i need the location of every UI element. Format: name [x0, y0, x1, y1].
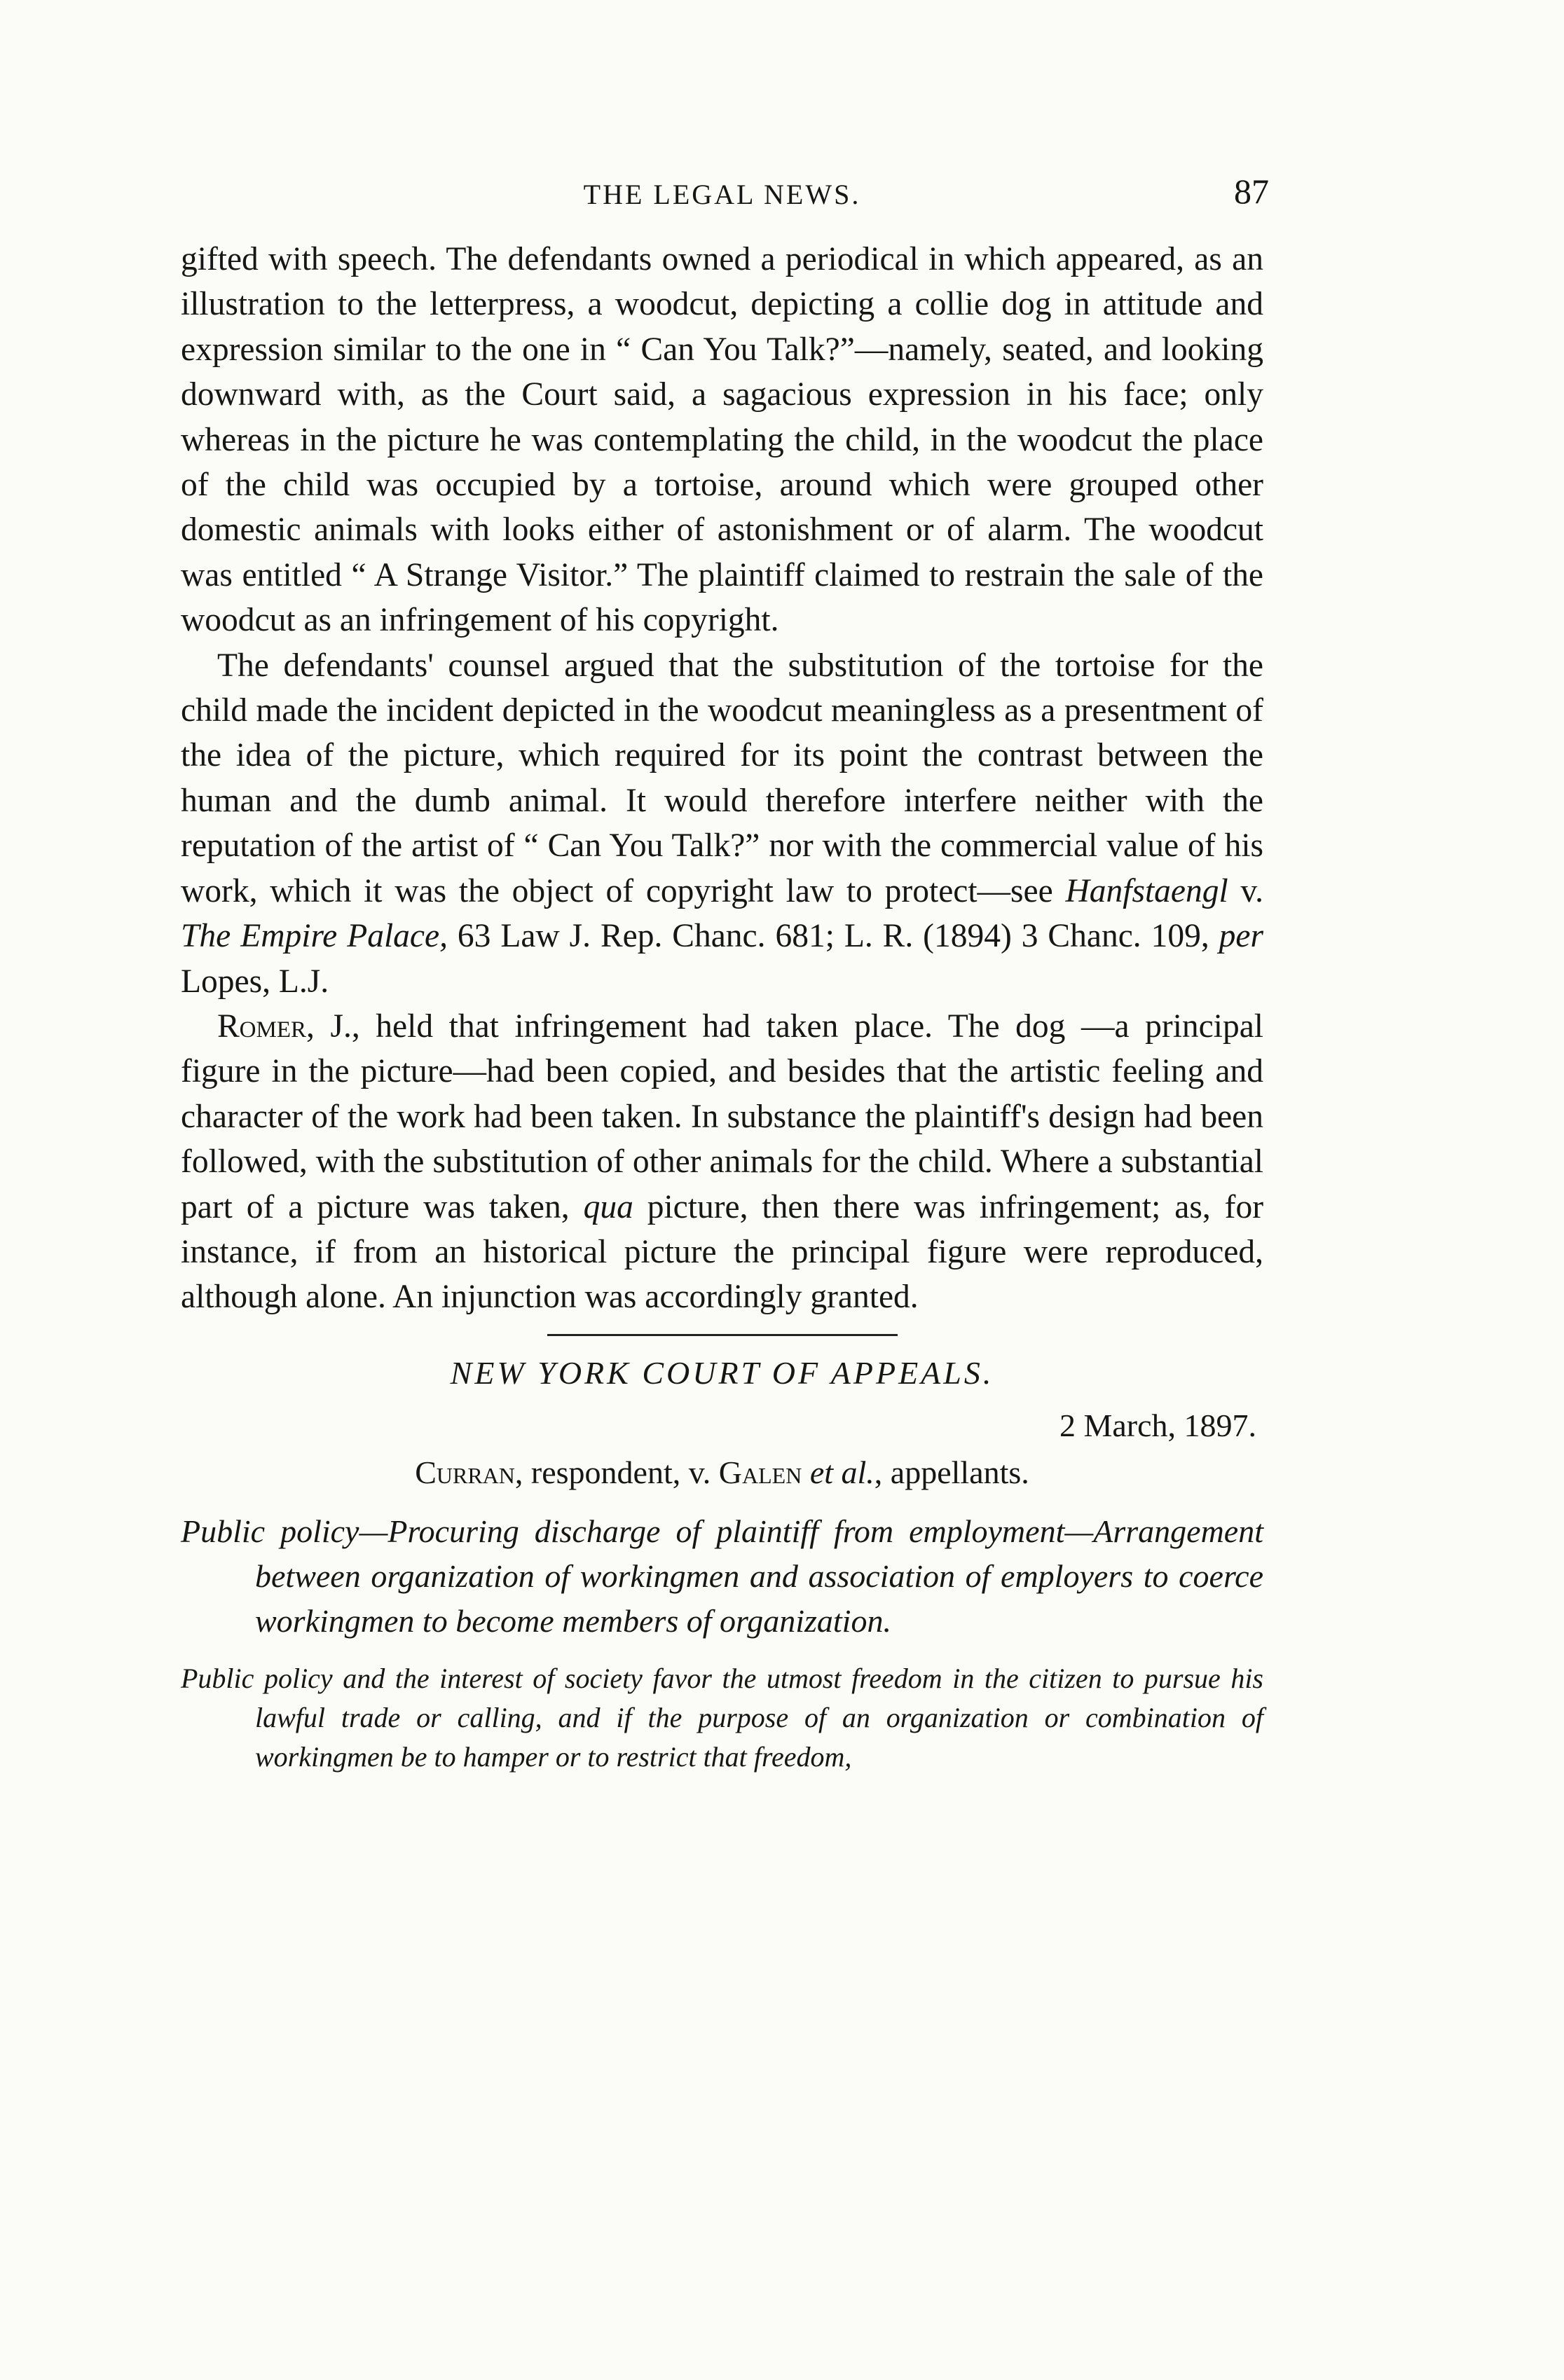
case-name-empire-palace: The Empire Palace, — [181, 918, 448, 955]
running-head — [181, 168, 1269, 217]
citation: 63 Law J. Rep. Chanc. 681; L. R. (1894) 3 Chanc. 109, — [447, 918, 1209, 955]
headnote: Public policy—Procuring discharge of plaintiff from employment—Arrangement between organization of workingmen and association of employers to coerce workingmen to become members of organization. — [181, 1513, 1263, 1639]
paragraph-3 — [181, 1004, 1263, 1320]
case-name-hanfstaengl: Hanfstaengl — [1065, 872, 1228, 909]
court-heading: NEW YORK COURT OF APPEALS. — [450, 1354, 994, 1391]
respondent-role: , respondent, v. — [514, 1454, 719, 1490]
article-body — [181, 237, 1263, 1320]
section-divider — [547, 1334, 898, 1336]
paragraph-3-text: , J., held that infringement had taken place. The dog —a principal figure in the picture—had been copied, and besides that the artistic feeling and character of the work had been taken. In substance the plaintiff's design had been followed, with the substitution of other animals for the child. Where a substantial part of a picture was taken, — [181, 1007, 1263, 1225]
case-caption — [181, 1454, 1263, 1491]
paragraph-3-ending: picture, then there was infringement; as, for instance, if from an historical picture the principal figure were reproduced, although alone. An injunction was accordingly granted. — [181, 1188, 1264, 1316]
journal-title: THE LEGAL NEWS. — [583, 179, 861, 210]
paragraph-1: gifted with speech. The defendants owned a periodical in which appeared, as an illustration to the letterpress, a woodcut, depicting a collie dog in attitude and expression similar to the one in “ Can You Talk?”—namely, seated, and looking downward with, as the Court said, a sagacious expression in his face; only whereas in the picture he was contemplating the child, in the woodcut the place of the child was occupied by a tortoise, around which were grouped other domestic animals with looks either of astonishment or of alarm. The woodcut was entitled “ A Strange Visitor.” The plaintiff claimed to restrain the sale of the woodcut as an infringement of his copyright. — [181, 241, 1263, 639]
judge-lopes: Lopes, L.J. — [181, 963, 329, 1000]
paragraph-2 — [181, 643, 1263, 1004]
judge-romer: Romer — [217, 1007, 307, 1045]
page — [181, 168, 1269, 1777]
syllabus: Public policy and the interest of society favor the utmost freedom in the citizen to pursue his lawful trade or calling, and if the purpose of an organization or combination of workingmen be to hamper or to restrict that freedom, — [181, 1662, 1263, 1773]
page-number: 87 — [1234, 172, 1269, 211]
appellant-role: , appellants. — [874, 1454, 1029, 1490]
appellant-name: Galen — [718, 1454, 802, 1490]
decision-date: 2 March, 1897. — [1059, 1407, 1256, 1443]
paragraph-2-text: The defendants' counsel argued that the substitution of the tortoise for the child made the incident depicted in the woodcut meaningless as a presentment of the idea of the picture, which required for its point the contrast between the human and the dumb animal. It would therefore interfere neither with the reputation of the artist of “ Can You Talk?” nor with the commercial value of his work, which it was the object of copyright law to protect—see — [181, 647, 1263, 909]
et-al: et al. — [809, 1454, 874, 1490]
per-word: per — [1219, 918, 1263, 955]
versus: v. — [1228, 872, 1264, 909]
qua-word: qua — [583, 1188, 633, 1225]
respondent-name: Curran — [415, 1454, 515, 1490]
